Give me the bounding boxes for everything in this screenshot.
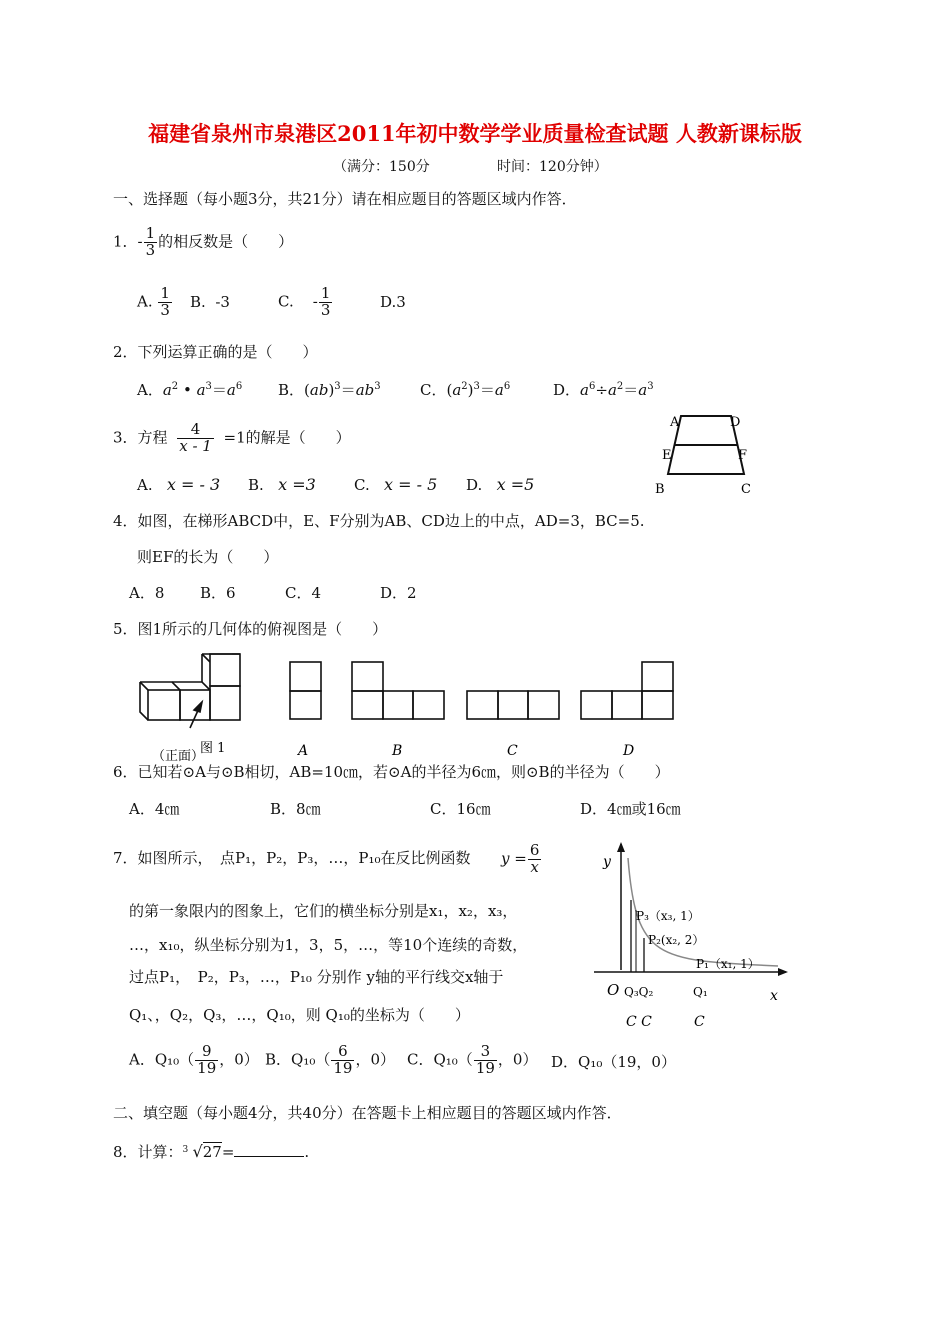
q7-option-a: A．Q₁₀（ $\frac{9}{19}$ ，0） [129,1042,259,1077]
q1-option-b: B. -3 [190,293,230,311]
origin-label: O [607,981,620,999]
vertex-d: D [730,415,741,430]
question-8: 8．计算： 3 √27= . [113,1142,310,1161]
question-7-line5: Q₁、，Q₂，Q₃，…，Q₁₀，则 Q₁₀的坐标为（ ） [129,1006,470,1024]
question-1: 1．- $\frac{1}{3}$ 的相反数是（ ） [113,224,294,259]
label-b: B [392,743,403,759]
label-c: C [507,743,518,759]
q2-option-b: B．$(ab)^3=ab^3$ [278,381,381,399]
question-3: 3．方程 $\frac{4}{x - 1}$ =1的解是（ ） [113,420,351,455]
question-7: 7．如图所示， 点P₁，P₂，P₃，…，P₁₀在反比例函数 [113,849,471,867]
q-labels: Q₃Q₂ [624,985,654,999]
q6-option-d: D．4㎝或16㎝ [580,800,681,818]
q3-option-c: C. x = - 5 [354,475,438,494]
q2-option-d: D．$a^6\div a^2=a^3$ [553,381,654,399]
q7-option-c: C．Q₁₀（ $\frac{3}{19}$ ，0） [407,1042,538,1077]
time-limit: 时间：120分钟） [497,159,608,175]
cc-label: C C [626,1014,652,1030]
section-heading-choice: 一、选择题（每小题3分，共21分）请在相应题目的答题区域内作答． [113,190,577,208]
q1-label: Q₁ [693,985,708,999]
figure-1-caption: 图 1 [200,741,226,756]
q6-option-a: A．4㎝ [129,800,180,818]
vertex-e: E [662,448,672,463]
x-arrow [778,968,788,976]
option-b-view [352,662,444,719]
q3-option-a: A. x = - 3 [137,475,221,494]
question-7-line2: 的第一象限内的图象上，它们的横坐标分别是x₁，x₂，x₃， [129,902,518,920]
q1-option-d: D.3 [380,293,406,311]
p2-label: P₂(x₂, 2） [648,933,705,947]
vertex-a: A [670,415,680,430]
option-d-view [581,662,673,719]
arrow-head [194,702,202,712]
solid-figure-1 [140,654,240,728]
question-2: 2．下列运算正确的是（ ） [113,343,318,361]
q2-option-a: A．$a^2$ • $a^3=a^6$ [137,381,243,399]
page-title: 福建省泉州市泉港区2011年初中数学学业质量检查试题 人教新课标版 [148,121,802,146]
q1-option-a: A. $\frac{1}{3}$ [137,284,170,319]
q7-option-d: D．Q₁₀（19，0） [551,1053,676,1071]
label-a: A [298,743,309,759]
x-label: x [770,988,778,1004]
q1-option-c: C. - $\frac{1}{3}$ [278,284,331,319]
q7-option-b: B．Q₁₀（ $\frac{6}{19}$ ，0） [265,1042,395,1077]
question-5: 5．图1所示的几何体的俯视图是（ ） [113,620,388,638]
fraction: $\frac{1}{3}$ [145,224,156,259]
q4-option-b: B．6 [200,584,236,602]
answer-blank[interactable] [234,1156,304,1157]
y-label: y [603,854,611,870]
vertex-c: C [741,482,751,497]
vertex-b: B [655,482,665,497]
inverse-function: y = $\frac{6}{x}$ [501,841,540,876]
y-arrow [617,842,625,852]
q6-option-c: C．16㎝ [430,800,491,818]
question-4: 4．如图，在梯形ABCD中，E、F分别为AB、CD边上的中点，AD=3，BC=5. [113,512,645,530]
q7-graph [590,840,790,1040]
cube-root: 3 √27 [182,1142,222,1161]
p1-label: P₁（x₁, 1） [696,957,760,971]
question-4-line2: 则EF的长为（ ） [137,548,279,566]
option-a-view [290,662,321,719]
option-c-view [467,691,559,719]
question-7-line4: 过点P₁， P₂，P₃，…，P₁₀ 分别作 y轴的平行线交x轴于 [129,968,504,986]
q5-figures [130,648,700,768]
q6-option-b: B．8㎝ [270,800,321,818]
question-7-line3: …，x₁₀，纵坐标分别为1，3，5，…，等10个连续的奇数， [129,936,528,954]
q4-option-d: D．2 [380,584,417,602]
q3-option-b: B. x =3 [248,475,316,494]
q4-option-a: A．8 [129,584,165,602]
section-heading-fill: 二、填空题（每小题4分，共40分）在答题卡上相应题目的答题区域内作答． [113,1104,622,1122]
question-6: 6．已知若⊙A与⊙B相切，AB=10㎝，若⊙A的半径为6㎝，则⊙B的半径为（ ） [113,763,670,781]
label-d: D [623,743,635,759]
q3-option-d: D. x =5 [466,475,535,494]
c-label: C [694,1014,705,1030]
vertex-f: F [738,448,748,463]
q2-option-c: C．$(a^2)^3=a^6$ [420,381,511,399]
q4-option-c: C．4 [285,584,322,602]
full-score: （满分：150分 [333,159,430,175]
p3-label: P₃（x₃, 1） [636,909,700,923]
front-label: （正面） [152,749,205,764]
trapezoid-figure [650,408,760,500]
